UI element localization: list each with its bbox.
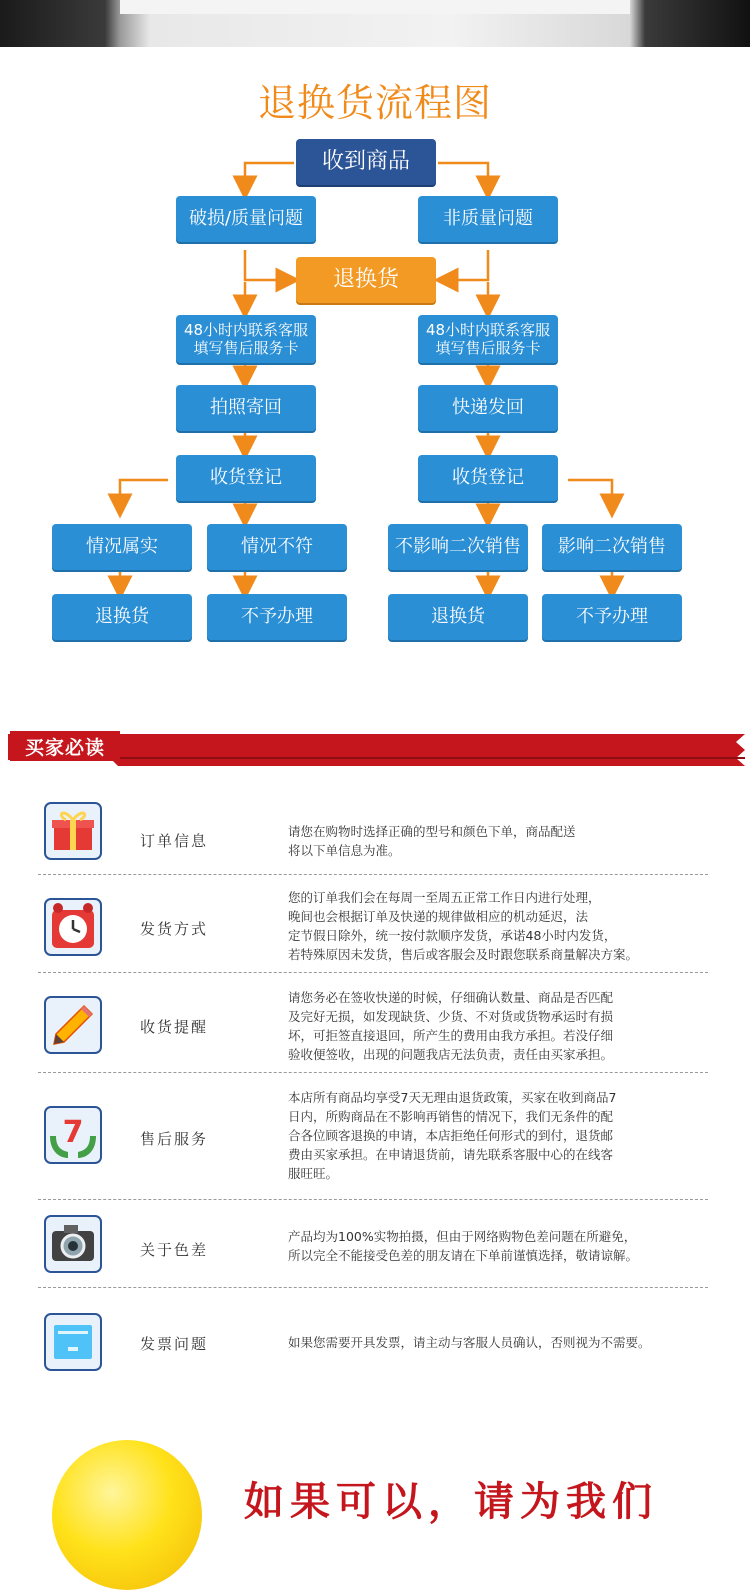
flow-connectors	[0, 130, 750, 650]
node-right-contact	[418, 315, 558, 363]
notice-desc: 请您在购物时选择正确的型号和颜色下单，商品配送 将以下单信息为准。	[288, 824, 576, 858]
node-affect-resale: 影响二次销售	[542, 524, 682, 570]
node-photo-return: 拍照寄回	[176, 385, 316, 431]
footer-slogan: 如果可以，请为我们	[244, 1479, 658, 1525]
notice-label: 订单信息	[140, 832, 209, 850]
notice-row-color-difference	[38, 1199, 708, 1288]
notice-row-receipt-reminder	[38, 972, 708, 1073]
gift-icon	[44, 802, 102, 860]
node-received-goods: 收到商品	[296, 139, 436, 185]
notice-row-shipping	[38, 874, 708, 973]
invoice-icon	[44, 1313, 102, 1371]
node-result-exchange-1: 退换货	[52, 594, 192, 640]
notice-label: 收货提醒	[140, 1018, 209, 1036]
node-no-affect-resale: 不影响二次销售	[388, 524, 528, 570]
node-result-reject-1: 不予办理	[207, 594, 347, 640]
notice-label: 发票问题	[140, 1335, 209, 1353]
notice-row-after-sales	[38, 1072, 708, 1200]
svg-text:7: 7	[62, 1115, 84, 1150]
notice-label: 售后服务	[140, 1130, 209, 1148]
left-contact-line-2: 填写售后服务卡	[193, 339, 299, 357]
flow-title: 退换货流程图	[257, 81, 492, 125]
notice-desc: 如果您需要开具发票，请主动与客服人员确认，否则视为不需要。	[288, 1335, 651, 1350]
buyer-notice-title: 买家必读	[10, 731, 120, 761]
node-damaged-quality: 破损/质量问题	[176, 196, 316, 242]
camera-icon	[44, 1215, 102, 1273]
node-left-contact	[176, 315, 316, 363]
node-result-reject-2: 不予办理	[542, 594, 682, 640]
right-contact-line-1: 48小时内联系客服	[425, 321, 551, 339]
node-true-case: 情况属实	[52, 524, 192, 570]
node-result-exchange-2: 退换货	[388, 594, 528, 640]
notice-desc: 产品均为100%实物拍摄，但由于网络购物色差问题在所避免， 所以完全不能接受色差的朋友请在下单前谨慎选择，敬请谅解。	[288, 1229, 639, 1263]
node-exchange: 退换货	[296, 257, 436, 303]
notice-desc: 您的订单我们会在每周一至周五正常工作日内进行处理， 晚间也会根据订单及快递的规律做相应的机动延迟，法 定节假日除外，统一按付款顺序发货，承诺48小时内发货， 若特殊原因未发货，售后或客服会及时跟您联系商量解决方案。	[288, 890, 639, 962]
notice-label: 关于色差	[140, 1241, 209, 1259]
node-not-match: 情况不符	[207, 524, 347, 570]
seven-day-icon	[44, 1106, 102, 1164]
notice-row-order-info	[38, 790, 708, 875]
right-contact-line-2: 填写售后服务卡	[435, 339, 541, 357]
node-left-register: 收货登记	[176, 455, 316, 501]
notice-desc: 本店所有商品均享受7天无理由退货政策，买家在收到商品7 日内，所购商品在不影响再销售的情况下，我们无条件的配 合各位顾客退换的申请，本店拒绝任何形式的到付，退货邮 费由买家承担。在申请退货前，请先联系客服中心的在线客 服旺旺。	[288, 1090, 617, 1181]
node-non-quality: 非质量问题	[418, 196, 558, 242]
notice-label: 发货方式	[140, 920, 209, 938]
smiley-face-icon	[52, 1440, 202, 1590]
notice-desc: 请您务必在签收快递的时候，仔细确认数量、商品是否匹配 及完好无损，如发现缺货、少货、不对货或货物承运时有损 坏，可拒签直接退回，所产生的费用由我方承担。若没仔细 验收便签收，出现的问题我店无法负责，责任由买家承担。	[288, 990, 614, 1062]
notice-row-invoice	[38, 1287, 708, 1375]
node-express-return: 快递发回	[418, 385, 558, 431]
node-right-register: 收货登记	[418, 455, 558, 501]
alarm-clock-icon	[44, 898, 102, 956]
pencil-icon	[44, 996, 102, 1054]
left-contact-line-1: 48小时内联系客服	[183, 321, 309, 339]
top-product-photo-strip	[0, 0, 750, 47]
